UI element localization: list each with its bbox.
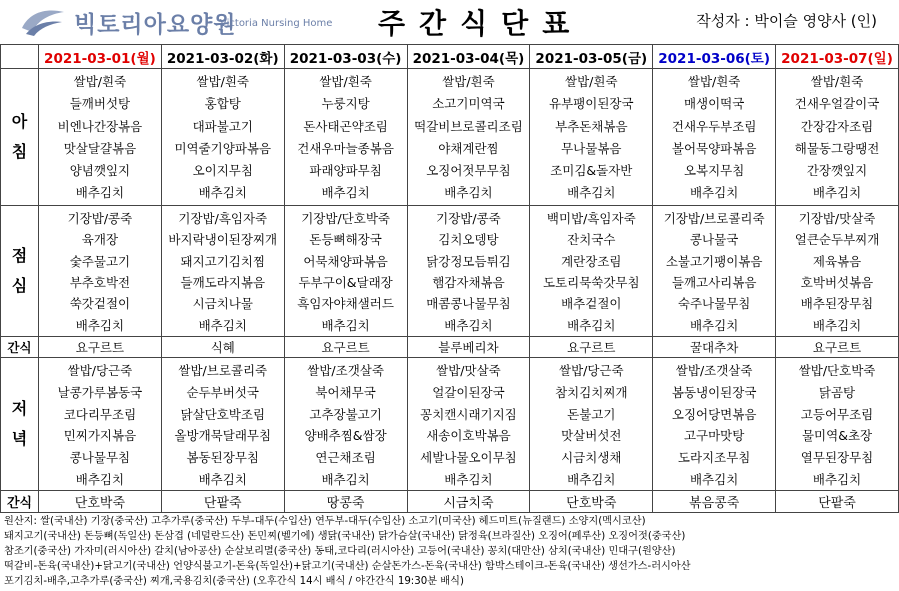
menu-item: 백미밥/흑임자죽 — [546, 210, 636, 226]
day-header: 2021-03-05(금) — [530, 45, 653, 69]
menu-item: 유부팽이된장국 — [549, 96, 634, 112]
menu-item: 비엔나간장볶음 — [57, 118, 143, 134]
menu-item: 꽁치캔시래기지짐 — [420, 406, 517, 422]
lunch-cell — [284, 205, 407, 336]
menu-item: 호박버섯볶음 — [800, 274, 874, 290]
day-header: 2021-03-02(화) — [161, 45, 284, 69]
dinner-row — [1, 358, 899, 491]
breakfast-cell — [161, 69, 284, 206]
menu-item: 배추김치 — [689, 471, 739, 487]
lunch-cell — [161, 205, 284, 336]
menu-item: 들깨버섯탕 — [69, 96, 131, 112]
footer-line: 원산지: 쌀(국내산) 기장(중국산) 고추가루(중국산) 두부-대두(수입산) 연두부-대두(수입산) 소고기(미국산) 헤드미트(뉴질랜드) 소양지(멕시코산) — [4, 516, 646, 527]
snack2-label: 간식 — [1, 491, 39, 513]
menu-item: 돼지고기김치찜 — [180, 253, 266, 269]
menu-item: 기장밥/흑임자죽 — [178, 210, 268, 226]
origin-footer — [4, 514, 894, 589]
dinner-label — [1, 358, 39, 491]
author-info: 작성자 : 박이슬 영양사 (인) — [696, 12, 877, 30]
day-header: 2021-03-03(수) — [284, 45, 407, 69]
menu-item: 쌀밥/흰죽 — [810, 74, 864, 89]
snack-label: 간식 — [1, 337, 39, 358]
snack2-cell: 볶음콩죽 — [653, 491, 776, 513]
breakfast-cell — [653, 69, 776, 206]
menu-item: 두부구이&달래장 — [298, 274, 393, 290]
lunch-cell — [653, 205, 776, 336]
menu-item: 매콤콩나물무침 — [426, 296, 511, 312]
menu-item: 해물동그랑땡전 — [794, 140, 880, 156]
menu-item: 시금치생채 — [561, 449, 622, 465]
menu-item: 배추김치 — [812, 185, 862, 201]
menu-item: 볼어묵양파볶음 — [671, 140, 757, 156]
menu-item: 기장밥/콩죽 — [436, 210, 501, 226]
menu-item: 맛살달걀볶음 — [63, 140, 137, 156]
snack-cell: 꿀대추차 — [653, 337, 776, 358]
menu-item: 고추장불고기 — [309, 406, 382, 422]
menu-item: 배추김치 — [75, 317, 125, 333]
footer-line: 떡갈비-돈육(국내산)+닭고기(국내산) 언양식불고기-돈육(독일산)+닭고기(국내산) 순살돈가스-돈육(국내산) 함박스테이크-돈육(국내산) 생선가스-러시아산 — [4, 561, 691, 572]
menu-item: 조미김&돌자반 — [550, 163, 633, 179]
header — [0, 0, 899, 44]
menu-item: 누룽지탕 — [321, 96, 370, 112]
dinner-cell — [653, 358, 776, 491]
menu-item: 콩나물무침 — [69, 449, 131, 465]
menu-item: 쌀밥/조갯살죽 — [307, 363, 384, 379]
menu-item: 배추김치 — [567, 471, 616, 487]
menu-item: 무나물볶음 — [561, 140, 622, 156]
menu-item: 배추김치 — [321, 317, 370, 333]
menu-item: 기장밥/단호박죽 — [301, 210, 390, 226]
menu-item: 매생이떡국 — [683, 96, 745, 112]
menu-item: 맛살버섯전 — [561, 428, 622, 444]
menu-item: 쌀밥/흰죽 — [196, 74, 250, 89]
menu-item: 대파불고기 — [192, 118, 253, 134]
day-header: 2021-03-06(토) — [653, 45, 776, 69]
menu-item: 얼갈이된장국 — [432, 384, 505, 400]
menu-item: 쌀밥/흰죽 — [73, 74, 127, 89]
day-header: 2021-03-04(목) — [407, 45, 530, 69]
menu-item: 고구마맛탕 — [683, 428, 745, 444]
menu-item: 오이지무침 — [192, 163, 253, 179]
lunch-row — [1, 205, 899, 336]
menu-item: 소불고기팽이볶음 — [665, 253, 763, 269]
snack2-cell: 시금치죽 — [407, 491, 530, 513]
menu-item: 새송이호박볶음 — [426, 428, 511, 444]
menu-item: 도라지조무침 — [677, 449, 751, 465]
menu-item: 쌀밥/단호박죽 — [798, 363, 876, 379]
menu-item: 민찌가지볶음 — [63, 428, 137, 444]
menu-item: 파래양파무침 — [309, 163, 382, 179]
menu-item: 배추김치 — [75, 471, 125, 487]
footer-line: 포기김치-배추,고추가루(중국산) 찌개,국용김치(중국산) (오후간식 14시 배식 / 야간간식 19:30분 배식) — [4, 576, 464, 587]
menu-item: 닭살단호박조림 — [180, 406, 266, 422]
menu-item: 건새우얼갈이국 — [794, 96, 880, 112]
dinner-label-2: 녁 — [11, 429, 28, 449]
snack2-cell: 단호박죽 — [530, 491, 653, 513]
breakfast-cell — [39, 69, 162, 206]
menu-item: 배추김치 — [321, 185, 370, 201]
menu-item: 기장밥/브로콜리죽 — [663, 210, 765, 226]
page-title: 주간식단표 — [378, 7, 584, 40]
menu-item: 들깨도라지볶음 — [180, 274, 266, 290]
logo-mark-icon — [20, 6, 66, 38]
menu-item: 오징어젓무무침 — [426, 163, 511, 179]
menu-item: 바지락냉이된장찌개 — [168, 232, 278, 248]
menu-item: 기장밥/콩죽 — [67, 210, 133, 226]
menu-item: 쌀밥/흰죽 — [319, 74, 372, 89]
weekly-menu-table — [0, 44, 899, 513]
menu-item: 쌀밥/브로콜리죽 — [178, 363, 268, 379]
menu-item: 도토리묵쑥갓무침 — [542, 274, 640, 290]
evening-snack-row — [1, 491, 899, 513]
menu-item: 북어채무국 — [315, 384, 376, 400]
menu-item: 쌀밥/당근죽 — [67, 363, 133, 379]
menu-item: 숯주물고기 — [69, 253, 131, 269]
menu-item: 배추김치 — [689, 317, 739, 333]
lunch-label-2: 심 — [11, 275, 28, 295]
menu-item: 배추겉절이 — [561, 296, 622, 312]
dinner-cell — [776, 358, 899, 491]
menu-item: 봄동된장무침 — [186, 449, 259, 465]
menu-item: 열무된장무침 — [800, 449, 874, 465]
menu-item: 봄동냉이된장국 — [671, 384, 757, 400]
breakfast-label-2: 침 — [11, 141, 28, 161]
dinner-label-1: 저 — [11, 399, 28, 419]
menu-item: 연근채조림 — [315, 449, 376, 465]
corner-cell — [1, 45, 39, 69]
menu-item: 배추김치 — [812, 317, 862, 333]
menu-item: 숙주나물무침 — [677, 296, 751, 312]
lunch-cell — [39, 205, 162, 336]
menu-item: 어묵채양파볶음 — [303, 253, 388, 269]
menu-item: 제육볶음 — [812, 253, 862, 269]
menu-item: 소고기미역국 — [432, 96, 505, 112]
menu-item: 햄감자채볶음 — [432, 274, 505, 290]
dinner-cell — [530, 358, 653, 491]
menu-item: 닭강정모듬튀김 — [426, 253, 511, 269]
breakfast-cell — [776, 69, 899, 206]
snack-cell: 요구르트 — [39, 337, 162, 358]
snack2-cell: 단호박죽 — [39, 491, 162, 513]
menu-item: 양배추찜&쌈장 — [304, 428, 387, 444]
lunch-label — [1, 205, 39, 336]
menu-item: 흑임자야채샐러드 — [297, 296, 394, 312]
afternoon-snack-row — [1, 337, 899, 358]
dinner-cell — [284, 358, 407, 491]
snack2-cell: 단팥죽 — [776, 491, 899, 513]
lunch-cell — [407, 205, 530, 336]
menu-item: 얼큰순두부찌개 — [794, 232, 880, 248]
menu-item: 야채계란찜 — [438, 140, 499, 156]
menu-item: 들깨고사리볶음 — [671, 274, 757, 290]
menu-item: 코다리무조림 — [63, 406, 137, 422]
menu-item: 올방개묵달래무침 — [174, 428, 272, 444]
menu-item: 쌀밥/흰죽 — [687, 74, 741, 89]
logo-text: 빅토리아요양원 — [74, 12, 237, 38]
menu-item: 건새우마늘종볶음 — [297, 140, 394, 156]
footer-line: 참조기(중국산) 가자미(러시아산) 갈치(남아공산) 순살보리멸(중국산) 동태,코다리(러시아산) 고등어(국내산) 꽁치(대만산) 삼치(국내산) 민대구(원양산) — [4, 546, 676, 557]
dinner-cell — [39, 358, 162, 491]
menu-item: 배추김치 — [689, 185, 739, 201]
menu-item: 잔치국수 — [567, 232, 616, 248]
menu-item: 쌀밥/조갯살죽 — [675, 363, 753, 379]
menu-item: 배추김치 — [198, 471, 247, 487]
menu-item: 닭곰탕 — [818, 384, 856, 400]
menu-item: 오복지무침 — [683, 163, 745, 179]
menu-item: 배추김치 — [444, 471, 493, 487]
menu-item: 돈사태곤약조림 — [303, 118, 388, 134]
breakfast-cell — [407, 69, 530, 206]
day-header: 2021-03-07(일) — [776, 45, 899, 69]
menu-item: 돈등뼈해장국 — [309, 232, 382, 248]
menu-item: 김치오뎅탕 — [438, 232, 499, 248]
snack-cell: 블루베리차 — [407, 337, 530, 358]
menu-item: 배추김치 — [567, 317, 616, 333]
day-header: 2021-03-01(월) — [39, 45, 162, 69]
menu-item: 쌀밥/당근죽 — [559, 363, 624, 379]
menu-item: 쌀밥/맛살죽 — [436, 363, 501, 379]
breakfast-cell — [284, 69, 407, 206]
menu-item: 세발나물오이무침 — [420, 449, 517, 465]
menu-item: 부추돈채볶음 — [555, 118, 628, 134]
menu-item: 배추김치 — [321, 471, 370, 487]
menu-item: 오징어당면볶음 — [671, 406, 757, 422]
dinner-cell — [407, 358, 530, 491]
snack-cell: 요구르트 — [530, 337, 653, 358]
menu-item: 배추김치 — [198, 317, 247, 333]
menu-item: 건새우두부조림 — [671, 118, 757, 134]
menu-item: 쌀밥/흰죽 — [565, 74, 618, 89]
menu-item: 육개장 — [81, 232, 119, 248]
logo — [20, 4, 380, 40]
menu-item: 돈불고기 — [567, 406, 616, 422]
menu-item: 홍합탕 — [204, 96, 241, 112]
menu-item: 날콩가루봄동국 — [57, 384, 143, 400]
breakfast-label-1: 아 — [11, 111, 28, 131]
menu-item: 물미역&초장 — [801, 428, 873, 444]
menu-item: 기장밥/맛살죽 — [798, 210, 876, 226]
menu-item: 양념깻잎지 — [69, 163, 131, 179]
menu-item: 배추김치 — [75, 185, 125, 201]
menu-item: 참치김치찌개 — [555, 384, 628, 400]
lunch-cell — [530, 205, 653, 336]
menu-item: 미역줄기양파볶음 — [174, 140, 272, 156]
menu-item: 시금치나물 — [192, 296, 253, 312]
menu-item: 배추김치 — [444, 185, 493, 201]
menu-item: 간장감자조림 — [800, 118, 874, 134]
menu-item: 간장깻잎지 — [806, 163, 868, 179]
menu-item: 콩나물국 — [689, 232, 739, 248]
snack-cell: 요구르트 — [284, 337, 407, 358]
breakfast-cell — [530, 69, 653, 206]
lunch-label-1: 점 — [11, 245, 28, 265]
breakfast-row — [1, 69, 899, 206]
menu-item: 순두부버섯국 — [186, 384, 259, 400]
menu-item: 배추김치 — [812, 471, 862, 487]
menu-item: 배추김치 — [198, 185, 247, 201]
menu-item: 배추김치 — [567, 185, 616, 201]
menu-item: 배추김치 — [444, 317, 493, 333]
snack2-cell: 땅콩죽 — [284, 491, 407, 513]
menu-item: 떡갈비브로콜리조림 — [414, 118, 523, 134]
date-header-row — [1, 45, 899, 69]
snack-cell: 요구르트 — [776, 337, 899, 358]
breakfast-label — [1, 69, 39, 206]
lunch-cell — [776, 205, 899, 336]
menu-item: 부추호박전 — [69, 274, 131, 290]
dinner-cell — [161, 358, 284, 491]
menu-item: 계란장조림 — [561, 253, 622, 269]
snack2-cell: 단팥죽 — [161, 491, 284, 513]
footer-line: 돼지고기(국내산) 돈등뼈(독일산) 돈삼겹 (네덜란드산) 돈민찌(벨기에) 생닭(국내산) 닭가슴살(국내산) 닭정육(브라질산) 오징어(페루산) 오징어젓(중국산) — [4, 531, 686, 542]
menu-item: 쌀밥/흰죽 — [442, 74, 495, 89]
menu-item: 고등어무조림 — [800, 406, 874, 422]
menu-item: 배추된장무침 — [800, 296, 874, 312]
menu-item: 쑥갓겉절이 — [69, 296, 131, 312]
logo-english-text: Victoria Nursing Home — [220, 18, 333, 29]
snack-cell: 식혜 — [161, 337, 284, 358]
